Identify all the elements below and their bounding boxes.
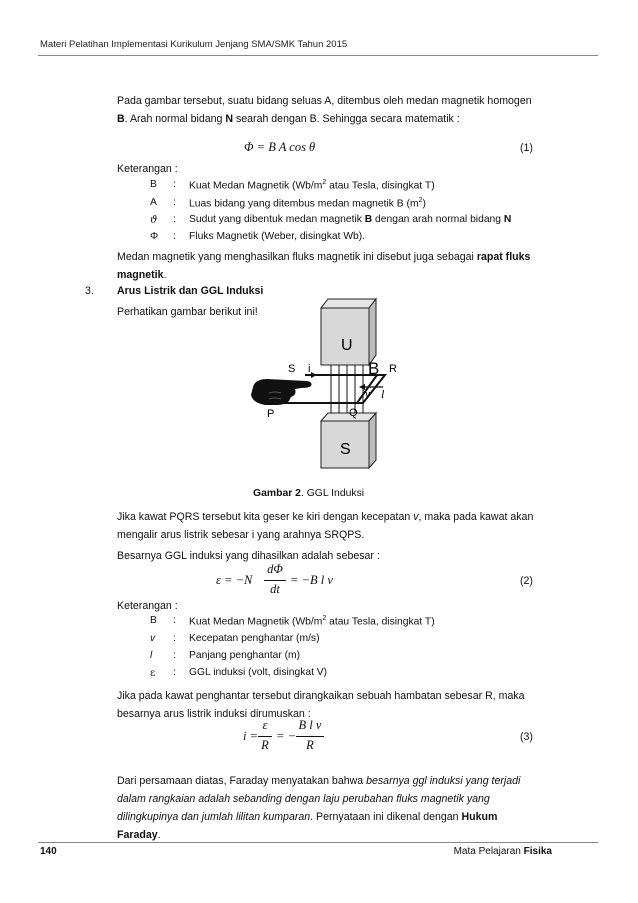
eq2-rhs: = −B l v	[290, 573, 333, 587]
def2-text-v: Kecepatan penghantar (m/s)	[189, 633, 320, 644]
def1-colon: :	[173, 231, 176, 242]
para5-line-1	[117, 772, 553, 790]
para2-line-1	[117, 508, 553, 526]
equation-2-number: (2)	[520, 575, 533, 587]
term-rapat-fluks: rapat fluks	[476, 251, 531, 263]
def-text: dengan arah normal bidang	[372, 214, 504, 225]
eq3-numerator-1: ε	[262, 718, 268, 732]
para5-italic: dilingkupinya dan jumlah lilitan kumparan	[117, 811, 311, 823]
hand-icon	[251, 379, 312, 405]
para5-italic: dalam rangkaian adalah sebanding dengan laju perubahan fluks magnetik yang	[117, 793, 490, 805]
equation-1-number: (1)	[520, 142, 533, 154]
def1-symbol-B: B	[150, 179, 157, 190]
rapat-line-1	[117, 248, 553, 266]
term-hukum: Hukum	[461, 811, 498, 823]
label-U: U	[341, 337, 353, 354]
caption-text: . GGL Induksi	[300, 488, 365, 499]
para5-text: Dari persamaan diatas, Faraday menyatakan bahwa	[117, 775, 367, 787]
def-text: Kuat Medan Magnetik (Wb/m	[189, 180, 323, 192]
superscript: 2	[418, 197, 423, 204]
label-v: v	[365, 388, 370, 400]
def1-text-phi: Fluks Magnetik (Weber, disingkat Wb).	[189, 231, 366, 242]
def1-symbol-A: A	[150, 197, 157, 208]
label-P: P	[267, 408, 275, 420]
eq3-mid: = −	[276, 729, 296, 743]
current-arrow	[311, 372, 317, 378]
figure-caption	[253, 488, 364, 499]
para4-line-2: besarnya arus listrik induksi dirumuskan :	[117, 708, 311, 720]
def1-text-theta	[189, 214, 511, 225]
eq3-denominator-1: R	[261, 738, 269, 752]
term-faraday: Faraday	[117, 829, 158, 841]
def-text: Luas bidang yang ditembus medan magnetik B (m	[189, 198, 419, 210]
field-lines	[331, 365, 363, 413]
def2-text-epsilon: GGL induksi (volt, disingkat V)	[189, 667, 328, 678]
def2-symbol-epsilon: ε	[150, 667, 156, 679]
intro-text-a: . Arah normal bidang	[124, 113, 226, 125]
rapat-line-2	[117, 266, 553, 284]
def1-text-B	[189, 179, 435, 191]
def-text: atau Tesla, disingkat T)	[326, 616, 435, 628]
para5-line-2	[117, 790, 553, 808]
rapat-text: Medan magnetik yang menghasilkan fluks magnetik ini disebut juga sebagai	[117, 251, 477, 263]
footer-subject-bold: Fisika	[523, 846, 552, 857]
rapat-text: .	[163, 269, 167, 281]
label-l: l	[381, 387, 385, 401]
def1-colon: :	[173, 214, 176, 225]
para5-line-3	[117, 808, 553, 826]
def1-text-A	[189, 197, 426, 209]
label-B: B	[368, 359, 380, 378]
eq3-fraction-bar-1	[258, 736, 272, 737]
bold-N: N	[225, 113, 234, 125]
def-text: Kuat Medan Magnetik (Wb/m	[189, 616, 323, 628]
para4-line-1: Jika pada kawat penghantar tersebut dirangkaikan sebuah hambatan sebesar R, maka	[117, 690, 525, 702]
header-divider	[38, 55, 598, 56]
eq3-numerator-2: B l v	[298, 718, 322, 732]
def2-symbol-v: v	[150, 633, 156, 644]
para2-text: , maka pada kawat akan	[418, 511, 534, 523]
section-3-number: 3.	[85, 285, 94, 297]
def2-text-l: Panjang penghantar (m)	[189, 650, 301, 661]
def1-colon: :	[173, 179, 176, 190]
label-i: i	[308, 363, 311, 375]
def-text: atau Tesla, disingkat T)	[326, 180, 435, 192]
def2-symbol-B: B	[150, 615, 157, 626]
section-3-title: Arus Listrik dan GGL Induksi	[117, 285, 264, 297]
def1-symbol-phi: Φ	[150, 231, 159, 242]
superscript: 2	[322, 179, 327, 186]
ggl-induksi-figure	[245, 295, 415, 475]
eq3-denominator-2: R	[306, 738, 314, 752]
para5-text: .	[157, 829, 161, 841]
equation-3-number: (3)	[520, 731, 533, 743]
para5-text: . Pernyataan ini dikenal dengan	[310, 811, 462, 823]
eq2-fraction-bar	[264, 580, 286, 581]
bold-B: B	[117, 113, 125, 125]
para3: Besarnya GGL induksi yang dihasilkan adalah sebesar :	[117, 550, 380, 562]
keterangan-1-title: Keterangan :	[117, 163, 178, 175]
para5-italic: besarnya ggl induksi yang terjadi	[366, 775, 521, 787]
footer-subject-text: Mata Pelajaran	[453, 846, 524, 857]
def-text: )	[422, 198, 426, 210]
eq2-denominator: dt	[270, 582, 280, 596]
para2-text: Jika kawat PQRS tersebut kita geser ke kiri dengan kecepatan	[117, 511, 414, 523]
magnet-bottom-S	[321, 413, 376, 468]
def1-colon: :	[173, 197, 176, 208]
def2-text-B	[189, 615, 435, 627]
label-Q: Q	[349, 407, 358, 419]
page-header: Materi Pelatihan Implementasi Kurikulum Jenjang SMA/SMK Tahun 2015	[40, 39, 348, 50]
equation-1: Φ = B A cos θ	[244, 140, 316, 154]
term-magnetik: magnetik	[117, 269, 164, 281]
intro-line-2	[117, 110, 553, 128]
eq3-lhs: i =	[243, 729, 259, 743]
intro-text-b: searah dengan B. Sehingga secara matematik :	[233, 113, 460, 125]
def2-colon: :	[173, 650, 176, 661]
def1-symbol-theta: ϑ	[150, 214, 158, 226]
footer-divider	[38, 842, 598, 843]
var-v: v	[413, 511, 419, 523]
eq2-lhs: ε = −N	[216, 573, 253, 587]
label-S-magnet: S	[340, 441, 351, 458]
def2-symbol-l: l	[150, 650, 153, 661]
intro-line-1: Pada gambar tersebut, suatu bidang seluas A, ditembus oleh medan magnetik homogen	[117, 95, 532, 107]
superscript: 2	[322, 615, 327, 622]
para2-line-2: mengalir arus listrik sebesar i yang arahnya SRQPS.	[117, 529, 365, 541]
caption-bold: Gambar 2	[253, 488, 301, 499]
bold-B: B	[364, 214, 373, 225]
section-3-intro: Perhatikan gambar berikut ini!	[117, 306, 258, 318]
page-number: 140	[40, 846, 57, 857]
eq2-numerator: dΦ	[267, 562, 283, 576]
def2-colon: :	[173, 615, 176, 626]
bold-N: N	[503, 214, 512, 225]
def2-colon: :	[173, 667, 176, 678]
label-S: S	[288, 363, 296, 375]
def-text: Sudut yang dibentuk medan magnetik	[189, 214, 365, 225]
eq3-fraction-bar-2	[296, 736, 324, 737]
magnet-top-U	[321, 299, 376, 365]
label-R: R	[389, 363, 397, 375]
def2-colon: :	[173, 633, 176, 644]
footer-subject	[420, 846, 552, 857]
keterangan-2-title: Keterangan :	[117, 600, 178, 612]
